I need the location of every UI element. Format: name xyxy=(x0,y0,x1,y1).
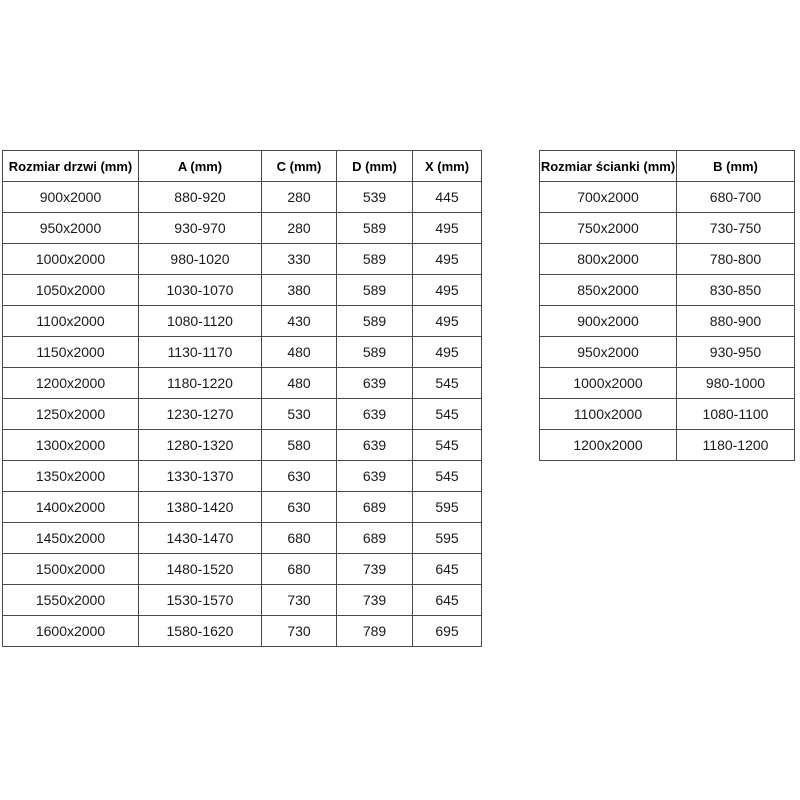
table-row xyxy=(540,306,795,337)
table-cell: 800x2000 xyxy=(540,244,677,275)
table-cell: 1280-1320 xyxy=(139,430,262,461)
table-cell: 850x2000 xyxy=(540,275,677,306)
table-cell: 1500x2000 xyxy=(3,554,139,585)
table-cell: 495 xyxy=(413,213,482,244)
column-header: Rozmiar drzwi (mm) xyxy=(3,151,139,182)
table-cell: 1200x2000 xyxy=(540,430,677,461)
table-cell: 1400x2000 xyxy=(3,492,139,523)
table-cell: 639 xyxy=(337,461,413,492)
table-cell: 739 xyxy=(337,554,413,585)
table-cell: 589 xyxy=(337,213,413,244)
column-header: A (mm) xyxy=(139,151,262,182)
wall-sizes-table xyxy=(539,150,795,461)
table-cell: 1100x2000 xyxy=(3,306,139,337)
table-cell: 589 xyxy=(337,275,413,306)
table-row xyxy=(3,523,482,554)
table-cell: 1200x2000 xyxy=(3,368,139,399)
table-row xyxy=(3,337,482,368)
table-cell: 280 xyxy=(262,182,337,213)
column-header: B (mm) xyxy=(677,151,795,182)
table-cell: 1350x2000 xyxy=(3,461,139,492)
table-cell: 1180-1220 xyxy=(139,368,262,399)
table-cell: 639 xyxy=(337,368,413,399)
table-cell: 1080-1120 xyxy=(139,306,262,337)
table-cell: 1580-1620 xyxy=(139,616,262,647)
table-cell: 430 xyxy=(262,306,337,337)
table-cell: 680 xyxy=(262,523,337,554)
table-cell: 545 xyxy=(413,368,482,399)
table-cell: 680-700 xyxy=(677,182,795,213)
table-cell: 950x2000 xyxy=(540,337,677,368)
column-header: C (mm) xyxy=(262,151,337,182)
table-cell: 1550x2000 xyxy=(3,585,139,616)
table-row xyxy=(3,213,482,244)
table-cell: 689 xyxy=(337,523,413,554)
table-cell: 730-750 xyxy=(677,213,795,244)
table-cell: 495 xyxy=(413,275,482,306)
table-cell: 530 xyxy=(262,399,337,430)
table-row xyxy=(3,182,482,213)
table-row xyxy=(540,275,795,306)
table-cell: 695 xyxy=(413,616,482,647)
table-row xyxy=(540,213,795,244)
table-row xyxy=(540,430,795,461)
table-row xyxy=(540,337,795,368)
table-row xyxy=(3,275,482,306)
table-cell: 900x2000 xyxy=(540,306,677,337)
table-cell: 1250x2000 xyxy=(3,399,139,430)
table-cell: 1130-1170 xyxy=(139,337,262,368)
table-cell: 1480-1520 xyxy=(139,554,262,585)
table-cell: 1380-1420 xyxy=(139,492,262,523)
table-cell: 1150x2000 xyxy=(3,337,139,368)
table-cell: 539 xyxy=(337,182,413,213)
column-header: Rozmiar ścianki (mm) xyxy=(540,151,677,182)
table-row xyxy=(3,616,482,647)
table-row xyxy=(3,585,482,616)
table-cell: 1450x2000 xyxy=(3,523,139,554)
table-cell: 1330-1370 xyxy=(139,461,262,492)
table-cell: 739 xyxy=(337,585,413,616)
table-cell: 595 xyxy=(413,492,482,523)
table-row xyxy=(3,461,482,492)
table-row xyxy=(540,399,795,430)
table-cell: 880-920 xyxy=(139,182,262,213)
table-cell: 589 xyxy=(337,337,413,368)
table-row xyxy=(3,244,482,275)
table-cell: 830-850 xyxy=(677,275,795,306)
door-table-body xyxy=(3,182,482,647)
table-row xyxy=(3,430,482,461)
table-cell: 730 xyxy=(262,616,337,647)
table-cell: 645 xyxy=(413,585,482,616)
table-cell: 630 xyxy=(262,492,337,523)
table-cell: 680 xyxy=(262,554,337,585)
table-cell: 1000x2000 xyxy=(540,368,677,399)
table-cell: 1050x2000 xyxy=(3,275,139,306)
table-row xyxy=(540,182,795,213)
table-row xyxy=(3,306,482,337)
table-cell: 280 xyxy=(262,213,337,244)
table-row xyxy=(540,368,795,399)
table-cell: 645 xyxy=(413,554,482,585)
table-row xyxy=(3,554,482,585)
table-cell: 1030-1070 xyxy=(139,275,262,306)
table-cell: 580 xyxy=(262,430,337,461)
table-cell: 630 xyxy=(262,461,337,492)
table-cell: 495 xyxy=(413,337,482,368)
table-cell: 700x2000 xyxy=(540,182,677,213)
table-cell: 480 xyxy=(262,368,337,399)
table-cell: 789 xyxy=(337,616,413,647)
table-cell: 1430-1470 xyxy=(139,523,262,554)
table-cell: 1080-1100 xyxy=(677,399,795,430)
table-cell: 930-970 xyxy=(139,213,262,244)
door-sizes-table xyxy=(2,150,482,647)
table-cell: 689 xyxy=(337,492,413,523)
table-cell: 595 xyxy=(413,523,482,554)
column-header: X (mm) xyxy=(413,151,482,182)
table-cell: 780-800 xyxy=(677,244,795,275)
table-cell: 639 xyxy=(337,399,413,430)
table-cell: 930-950 xyxy=(677,337,795,368)
table-cell: 950x2000 xyxy=(3,213,139,244)
table-cell: 545 xyxy=(413,461,482,492)
table-cell: 1180-1200 xyxy=(677,430,795,461)
table-cell: 445 xyxy=(413,182,482,213)
table-row xyxy=(3,368,482,399)
table-cell: 1600x2000 xyxy=(3,616,139,647)
table-cell: 330 xyxy=(262,244,337,275)
table-cell: 545 xyxy=(413,430,482,461)
table-cell: 750x2000 xyxy=(540,213,677,244)
wall-table-body xyxy=(540,182,795,461)
table-cell: 980-1000 xyxy=(677,368,795,399)
table-cell: 1000x2000 xyxy=(3,244,139,275)
table-cell: 480 xyxy=(262,337,337,368)
table-cell: 495 xyxy=(413,306,482,337)
table-cell: 1100x2000 xyxy=(540,399,677,430)
column-header: D (mm) xyxy=(337,151,413,182)
table-cell: 880-900 xyxy=(677,306,795,337)
table-cell: 1300x2000 xyxy=(3,430,139,461)
table-cell: 730 xyxy=(262,585,337,616)
table-cell: 1530-1570 xyxy=(139,585,262,616)
table-row xyxy=(3,399,482,430)
table-cell: 589 xyxy=(337,306,413,337)
table-cell: 980-1020 xyxy=(139,244,262,275)
table-cell: 380 xyxy=(262,275,337,306)
table-cell: 1230-1270 xyxy=(139,399,262,430)
table-cell: 639 xyxy=(337,430,413,461)
table-row xyxy=(3,492,482,523)
table-row xyxy=(540,244,795,275)
door-table-header-row xyxy=(3,151,482,182)
table-cell: 900x2000 xyxy=(3,182,139,213)
table-cell: 589 xyxy=(337,244,413,275)
wall-table-header-row xyxy=(540,151,795,182)
table-cell: 545 xyxy=(413,399,482,430)
table-cell: 495 xyxy=(413,244,482,275)
